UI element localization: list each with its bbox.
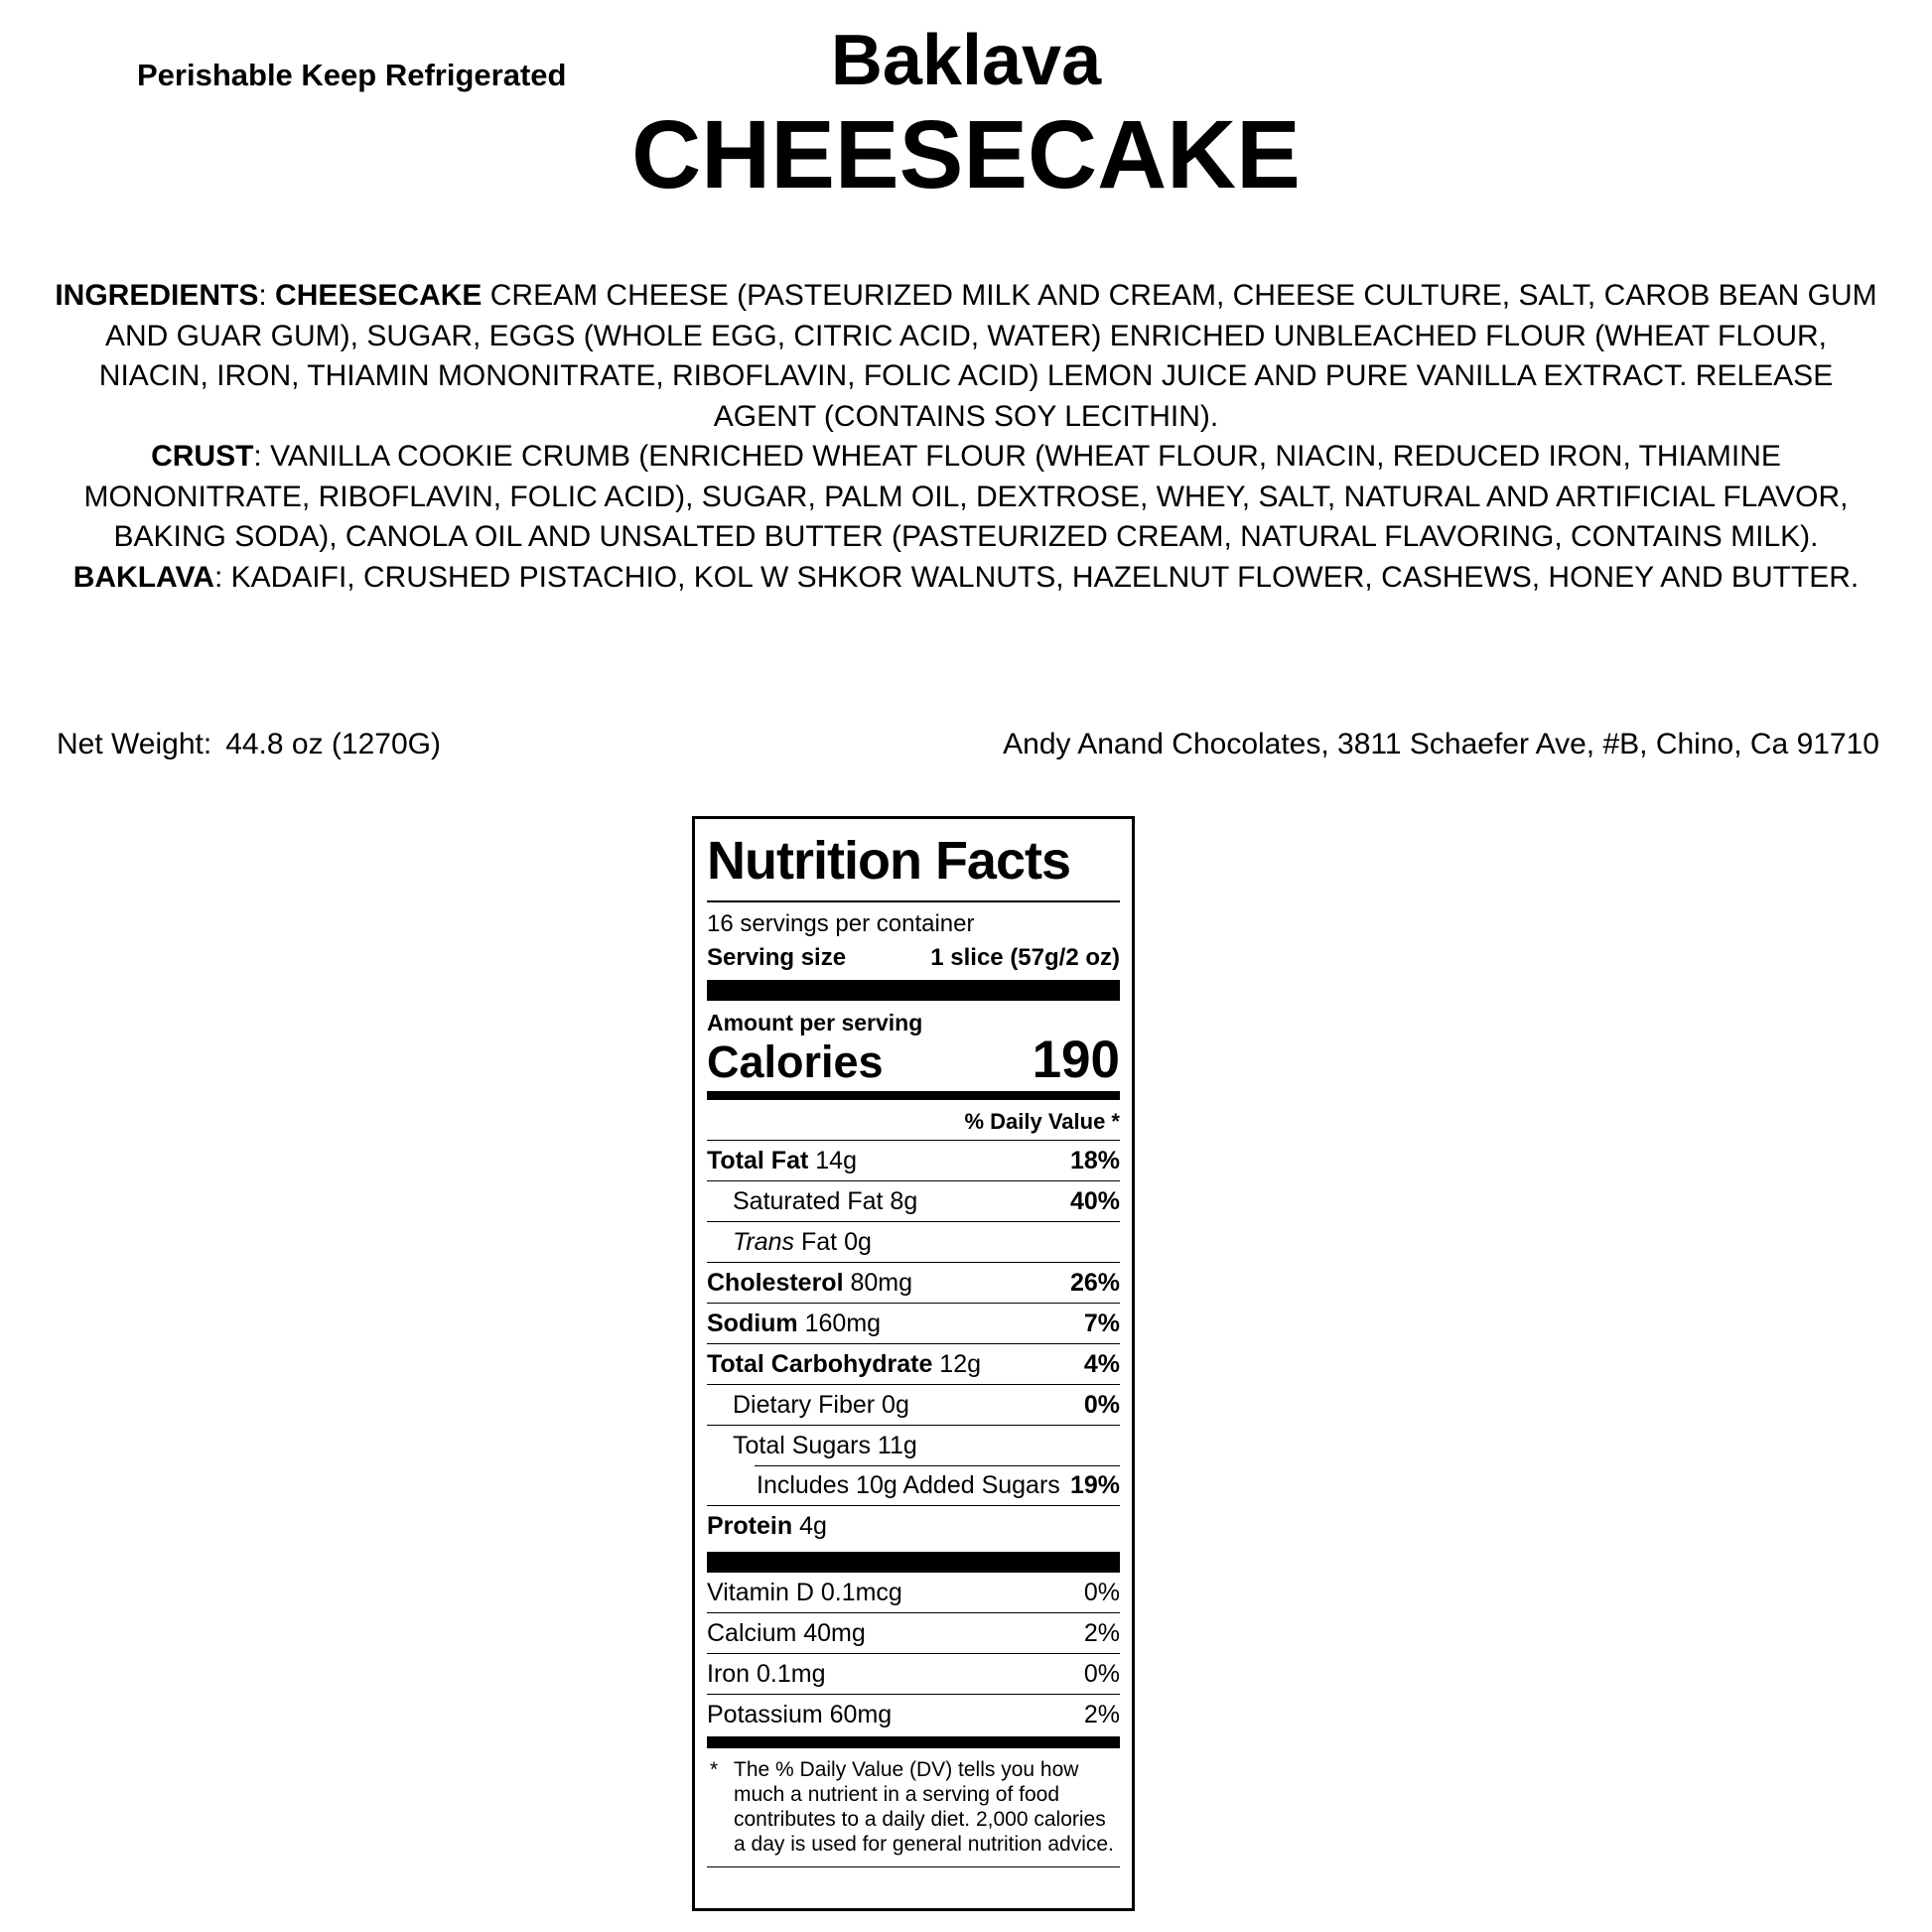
ingredients-baklava-paragraph bbox=[50, 558, 1882, 599]
dv-cholesterol: 26% bbox=[1069, 1268, 1120, 1297]
dv-sodium: 7% bbox=[1083, 1309, 1120, 1337]
nutrient-row-total-carbohydrate: Total Carbohydrate 12g 4% bbox=[707, 1343, 1120, 1384]
serving-size-value: 1 slice (57g/2 oz) bbox=[930, 944, 1120, 971]
dv-potassium: 2% bbox=[1083, 1700, 1120, 1728]
nutrient-row-total-sugars: Total Sugars 11g bbox=[707, 1425, 1120, 1465]
dv-added-sugars: 19% bbox=[1069, 1470, 1120, 1499]
product-name: Baklava bbox=[830, 21, 1102, 100]
meta-row bbox=[57, 728, 1879, 761]
ingredients-crust-paragraph bbox=[50, 437, 1882, 558]
nutrient-row-potassium: Potassium 60mg 2% bbox=[707, 1694, 1120, 1734]
net-weight-label: Net Weight: bbox=[57, 728, 212, 760]
serving-size-label: Serving size bbox=[707, 944, 847, 971]
ingredients-crust-text: : VANILLA COOKIE CRUMB (ENRICHED WHEAT FLOUR (WHEAT FLOUR, NIACIN, REDUCED IRON, THIAMINE MONONITRATE, RIBOFLAVIN, FOLIC ACID), SUGAR, PALM OIL, DEXTROSE, WHEY, SALT, NATURAL AND ARTIFICIAL FLAVOR, BAKING SODA), CANOLA OIL AND UNSALTED BUTTER (PASTEURIZED CREAM, NATURAL FLAVORING, CONTAINS MILK). bbox=[83, 440, 1849, 553]
calories-row bbox=[707, 1031, 1120, 1089]
nutrient-row-protein: Protein 4g bbox=[707, 1505, 1120, 1546]
nutrient-row-added-sugars: Includes 10g Added Sugars 19% bbox=[707, 1465, 1120, 1505]
title-divider bbox=[707, 900, 1120, 902]
nutrient-row-sodium: Sodium 160mg 7% bbox=[707, 1303, 1120, 1343]
ingredients-cheesecake-text: CREAM CHEESE (PASTEURIZED MILK AND CREAM, CHEESE CULTURE, SALT, CAROB BEAN GUM AND GUAR GUM), SUGAR, EGGS (WHOLE EGG, CITRIC ACID, WATER) ENRICHED UNBLEACHED FLOUR (WHEAT FLOUR, NIACIN, IRON, THIAMIN MONONITRATE, RIBOFLAVIN, FOLIC ACID) LEMON JUICE AND PURE VANILLA EXTRACT. RELEASE AGENT (CONTAINS SOY LECITHIN). bbox=[98, 279, 1877, 433]
dv-total-fat: 18% bbox=[1069, 1146, 1120, 1174]
serving-size-row bbox=[707, 941, 1120, 974]
ingredients-baklava-label: BAKLAVA bbox=[72, 560, 214, 594]
footnote-divider bbox=[707, 1866, 1120, 1867]
medium-divider-bar bbox=[707, 1091, 1120, 1100]
net-weight-value: 44.8 oz (1270G) bbox=[225, 728, 441, 760]
calories-label: Calories bbox=[707, 1036, 884, 1087]
thick-divider-bar bbox=[707, 980, 1120, 1001]
nutrient-row-cholesterol: Cholesterol 80mg 26% bbox=[707, 1262, 1120, 1303]
servings-per-container: 16 servings per container bbox=[707, 910, 975, 937]
daily-value-footnote bbox=[707, 1757, 1120, 1857]
manufacturer-address: Andy Anand Chocolates, 3811 Schaefer Ave, #B, Chino, Ca 91710 bbox=[1003, 728, 1879, 760]
ingredients-heading-separator: : bbox=[258, 279, 276, 312]
small-divider-bar bbox=[707, 1736, 1120, 1748]
ingredients-cheesecake-paragraph bbox=[50, 276, 1882, 437]
nutrition-facts-title: Nutrition Facts bbox=[707, 831, 1071, 891]
ingredients-heading: INGREDIENTS bbox=[55, 279, 259, 312]
nutrition-facts-panel bbox=[692, 816, 1135, 1911]
ingredients-section bbox=[50, 276, 1882, 598]
perishable-note: Perishable Keep Refrigerated bbox=[137, 58, 567, 92]
dv-dietary-fiber: 0% bbox=[1083, 1390, 1120, 1419]
nutrient-row-trans-fat: Trans Fat 0g bbox=[707, 1221, 1120, 1262]
product-title: CHEESECAKE bbox=[631, 100, 1301, 208]
dv-vitamin-d: 0% bbox=[1083, 1578, 1120, 1606]
nutrient-row-total-fat: Total Fat 14g 18% bbox=[707, 1146, 1120, 1174]
footnote-text: The % Daily Value (DV) tells you how much a nutrient in a serving of food contributes to a daily diet. 2,000 calories a day is used for general nutrition advice. bbox=[734, 1758, 1114, 1856]
nutrient-row-dietary-fiber: Dietary Fiber 0g 0% bbox=[707, 1384, 1120, 1425]
dv-iron: 0% bbox=[1083, 1659, 1120, 1688]
daily-value-header: % Daily Value * bbox=[707, 1106, 1120, 1141]
thick-divider-bar bbox=[707, 1552, 1120, 1573]
nutrient-row-saturated-fat: Saturated Fat 8g 40% bbox=[707, 1180, 1120, 1221]
ingredients-crust-label: CRUST bbox=[151, 440, 254, 473]
amount-per-serving-label: Amount per serving bbox=[707, 1010, 923, 1035]
ingredients-cheesecake-label: CHEESECAKE bbox=[275, 279, 483, 312]
dv-saturated-fat: 40% bbox=[1069, 1186, 1120, 1215]
calories-value: 190 bbox=[1032, 1031, 1120, 1089]
dv-calcium: 2% bbox=[1083, 1618, 1120, 1647]
dv-total-carbohydrate: 4% bbox=[1083, 1349, 1120, 1378]
footnote-asterisk: * bbox=[710, 1758, 719, 1781]
nutrient-row-calcium: Calcium 40mg 2% bbox=[707, 1612, 1120, 1653]
ingredients-baklava-text: : KADAIFI, CRUSHED PISTACHIO, KOL W SHKOR WALNUTS, HAZELNUT FLOWER, CASHEWS, HONEY AND BUTTER. bbox=[213, 560, 1860, 594]
nutrient-row-iron: Iron 0.1mg 0% bbox=[707, 1653, 1120, 1694]
net-weight bbox=[57, 728, 441, 761]
nutrient-row-vitamin-d: Vitamin D 0.1mcg 0% bbox=[707, 1578, 1120, 1606]
